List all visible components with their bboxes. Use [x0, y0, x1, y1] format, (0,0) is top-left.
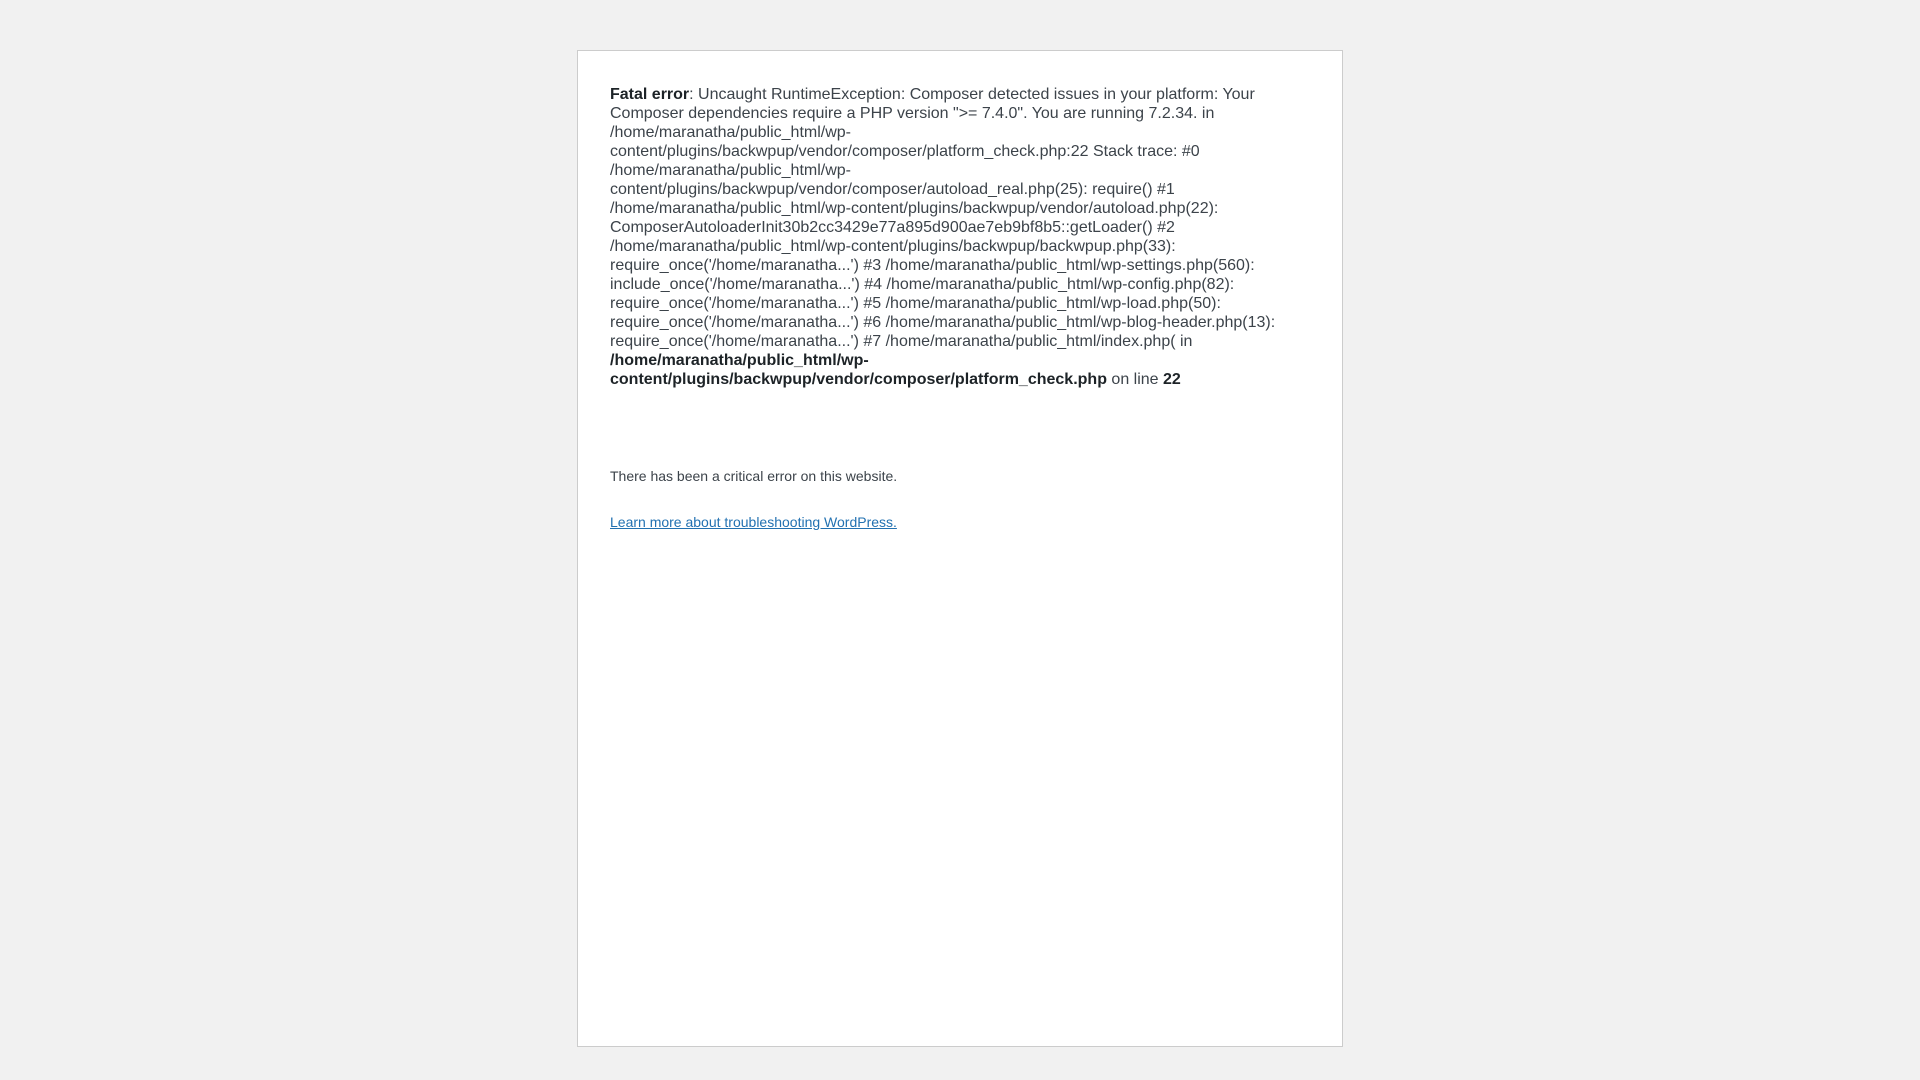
fatal-error-label: Fatal error [610, 86, 690, 103]
troubleshooting-link[interactable]: Learn more about troubleshooting WordPress. [610, 514, 897, 530]
fatal-error-message: : Uncaught RuntimeException: Composer detected issues in your platform: Your Composer dependencies require a PHP version ">= 7.4.0". You are running 7.2.34. in /home/maranatha/public_html/wp-content/plugins/backwpup/vendor/composer/platform_check.php:22 Stack trace: #0 /home/maranatha/public_html/wp-content/plugins/backwpup/vendor/composer/autoload_real.php(25): require() #1 /home/maranatha/public_html/wp-content/plugins/backwpup/vendor/autoload.php(22): ComposerAutoloaderInit30b2cc3429e77a895d900ae7eb9bf8b5::getLoader() #2 /home/maranatha/public_html/wp-content/plugins/backwpup/backwpup.php(33): require_once('/home/maranatha...') #3 /home/maranatha/public_html/wp-settings.php(560): include_once('/home/maranatha...') #4 /home/maranatha/public_html/wp-config.php(82): require_once('/home/maranatha...') #5 /home/maranatha/public_html/wp-load.php(50): require_once('/home/maranatha...') #6 /home/maranatha/public_html/wp-blog-header.php(13): require_once('/home/maranatha...') #7 /home/maranatha/public_html/index.php( in [610, 86, 1276, 350]
critical-error-message: There has been a critical error on this website. [610, 468, 898, 484]
error-line-number: 22 [1163, 371, 1181, 388]
error-page-container [577, 50, 1343, 1047]
fatal-error-block [610, 85, 1310, 389]
error-file-path: /home/maranatha/public_html/wp-content/plugins/backwpup/vendor/composer/platform_check.php [610, 352, 1107, 388]
on-line-text: on line [1106, 371, 1164, 388]
